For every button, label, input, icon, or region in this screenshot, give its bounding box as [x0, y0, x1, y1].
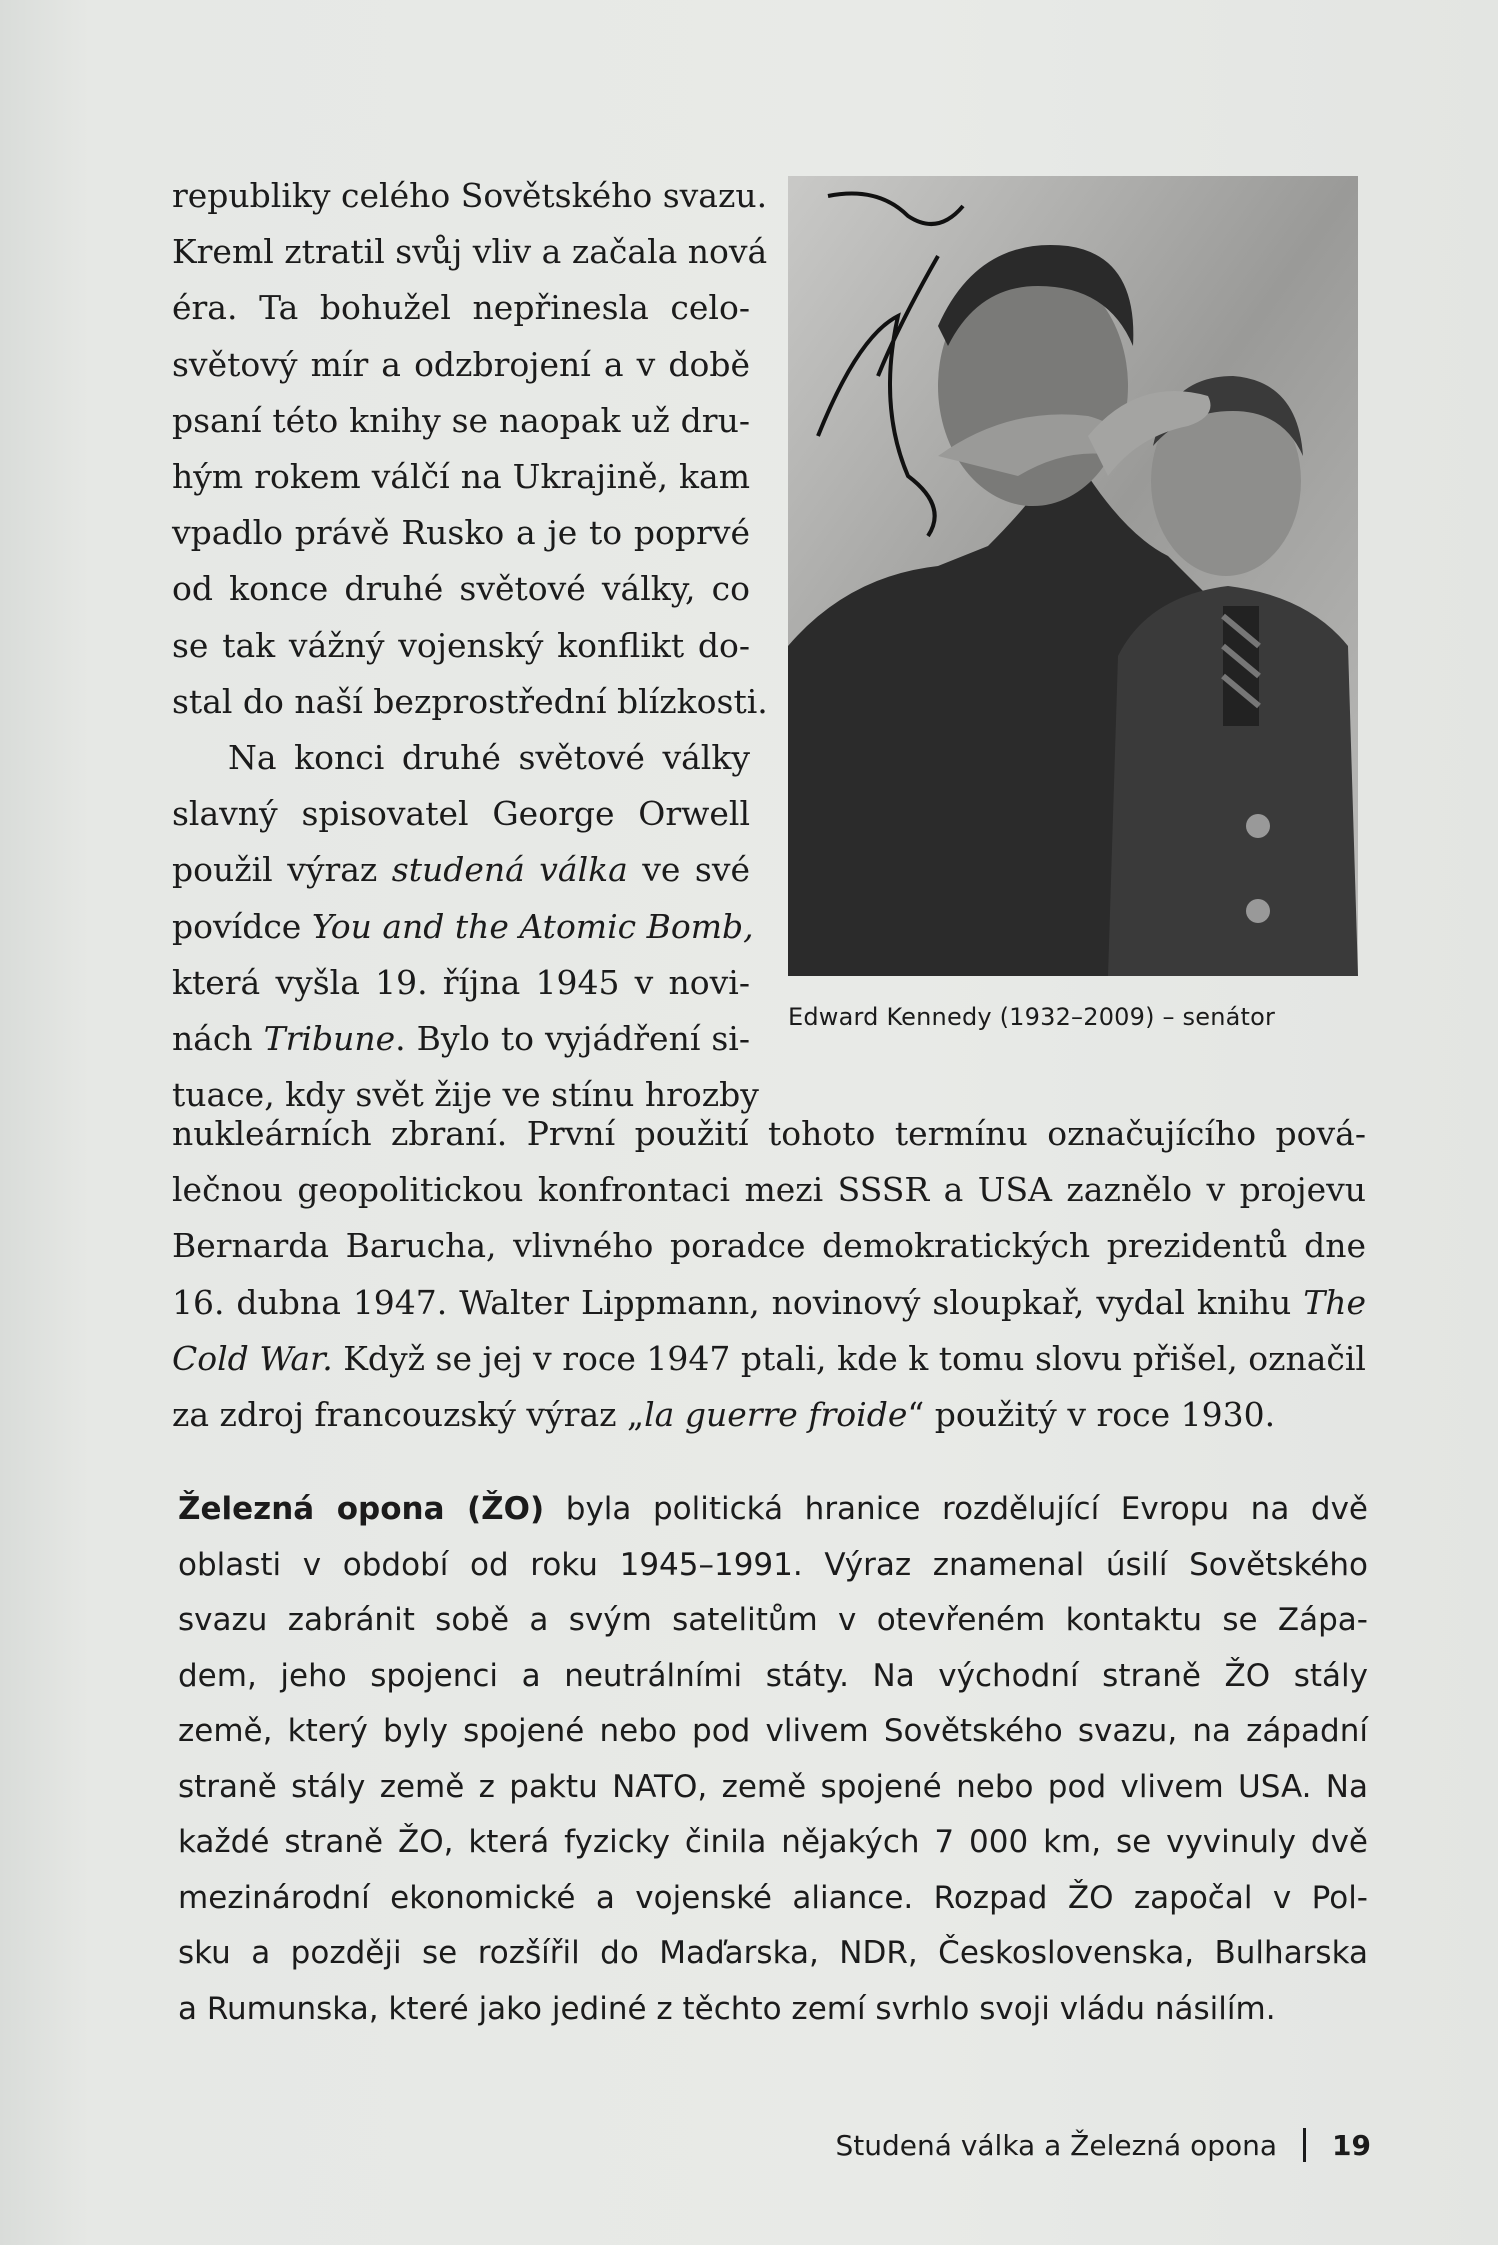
- running-title: Studená válka a Železná opona: [835, 2128, 1278, 2162]
- text-line: Na konci druhé světové války: [228, 738, 750, 778]
- body-text-wide: [172, 1106, 1366, 1443]
- text-line: Bernarda Barucha, vlivného poradce demokratických prezidentů dne: [172, 1226, 1366, 1266]
- text-line: Kreml ztratil svůj vliv a začala nová: [172, 232, 768, 272]
- text-line: světový mír a odzbrojení a v době: [172, 344, 750, 384]
- page-footer: [836, 2128, 1371, 2162]
- text-line: vpadlo právě Rusko a je to poprvé: [172, 513, 750, 553]
- kennedy-photo: [788, 176, 1358, 976]
- photo-caption: Edward Kennedy (1932–2009) – senátor: [788, 1003, 1276, 1031]
- text-line: dem, jeho spojenci a neutrálními státy. Na východní straně ŽO stály: [178, 1657, 1368, 1694]
- term-heading: Železná opona (ŽO): [178, 1491, 545, 1527]
- text-line: která vyšla 19. října 1945 v novi-: [172, 962, 750, 1002]
- text-line: se tak vážný vojenský konflikt do-: [172, 625, 750, 665]
- text-line: sku a později se rozšířil do Maďarska, NDR, Československa, Bulharska: [178, 1935, 1368, 1971]
- text-line: 16. dubna 1947. Walter Lippmann, novinový sloupkař, vydal knihu The: [172, 1282, 1366, 1322]
- text-line: nách Tribune. Bylo to vyjádření si-: [172, 1019, 750, 1059]
- text-line: a Rumunska, které jako jediné z těchto zemí svrhlo svoji vládu násilím.: [178, 1990, 1276, 2027]
- text-line: éra. Ta bohužel nepřinesla celo-: [172, 288, 750, 328]
- text-line: lečnou geopolitickou konfrontaci mezi SSSR a USA zaznělo v projevu: [172, 1170, 1366, 1210]
- footer-divider: [1303, 2128, 1306, 2162]
- text-line: země, který byly spojené nebo pod vlivem Sovětského svazu, na západní: [178, 1713, 1368, 1749]
- text-line: použil výraz studená válka ve své: [172, 850, 750, 890]
- body-text-narrow: [172, 168, 768, 1123]
- text-line: stal do naší bezprostřední blízkosti.: [172, 681, 768, 721]
- text-line: povídce You and the Atomic Bomb,: [172, 906, 754, 946]
- text-line: straně stály země z paktu NATO, země spojené nebo pod vlivem USA. Na: [178, 1768, 1368, 1805]
- text-line: nukleárních zbraní. První použití tohoto termínu označujícího pová-: [172, 1114, 1366, 1153]
- text-line: Cold War. Když se jej v roce 1947 ptali, kde k tomu slovu přišel, označil: [172, 1338, 1366, 1378]
- text-line: mezinárodní ekonomické a vojenské aliance. Rozpad ŽO započal v Pol-: [178, 1879, 1368, 1916]
- text-line: tuace, kdy svět žije ve stínu hrozby: [172, 1075, 759, 1115]
- page-number: 19: [1332, 2128, 1371, 2162]
- text-line: psaní této knihy se naopak už dru-: [172, 400, 750, 440]
- iron-curtain-paragraph: [178, 1482, 1368, 2037]
- text-line: Železná opona (ŽO) byla politická hranice rozdělující Evropu na dvě: [178, 1491, 1369, 1527]
- text-line: svazu zabránit sobě a svým satelitům v otevřeném kontaktu se Zápa-: [178, 1602, 1368, 1638]
- text-line: každé straně ŽO, která fyzicky činila nějakých 7 000 km, se vyvinuly dvě: [178, 1824, 1368, 1860]
- text-line: od konce druhé světové války, co: [172, 569, 750, 609]
- text-line: oblasti v období od roku 1945–1991. Výraz znamenal úsilí Sovětského: [178, 1546, 1368, 1583]
- text-line: za zdroj francouzský výraz „la guerre froide“ použitý v roce 1930.: [172, 1395, 1276, 1435]
- photo-illustration: [788, 176, 1358, 976]
- text-line: republiky celého Sovětského svazu.: [172, 176, 768, 215]
- text-line: slavný spisovatel George Orwell: [172, 794, 750, 834]
- text-line: hým rokem válčí na Ukrajině, kam: [172, 457, 750, 497]
